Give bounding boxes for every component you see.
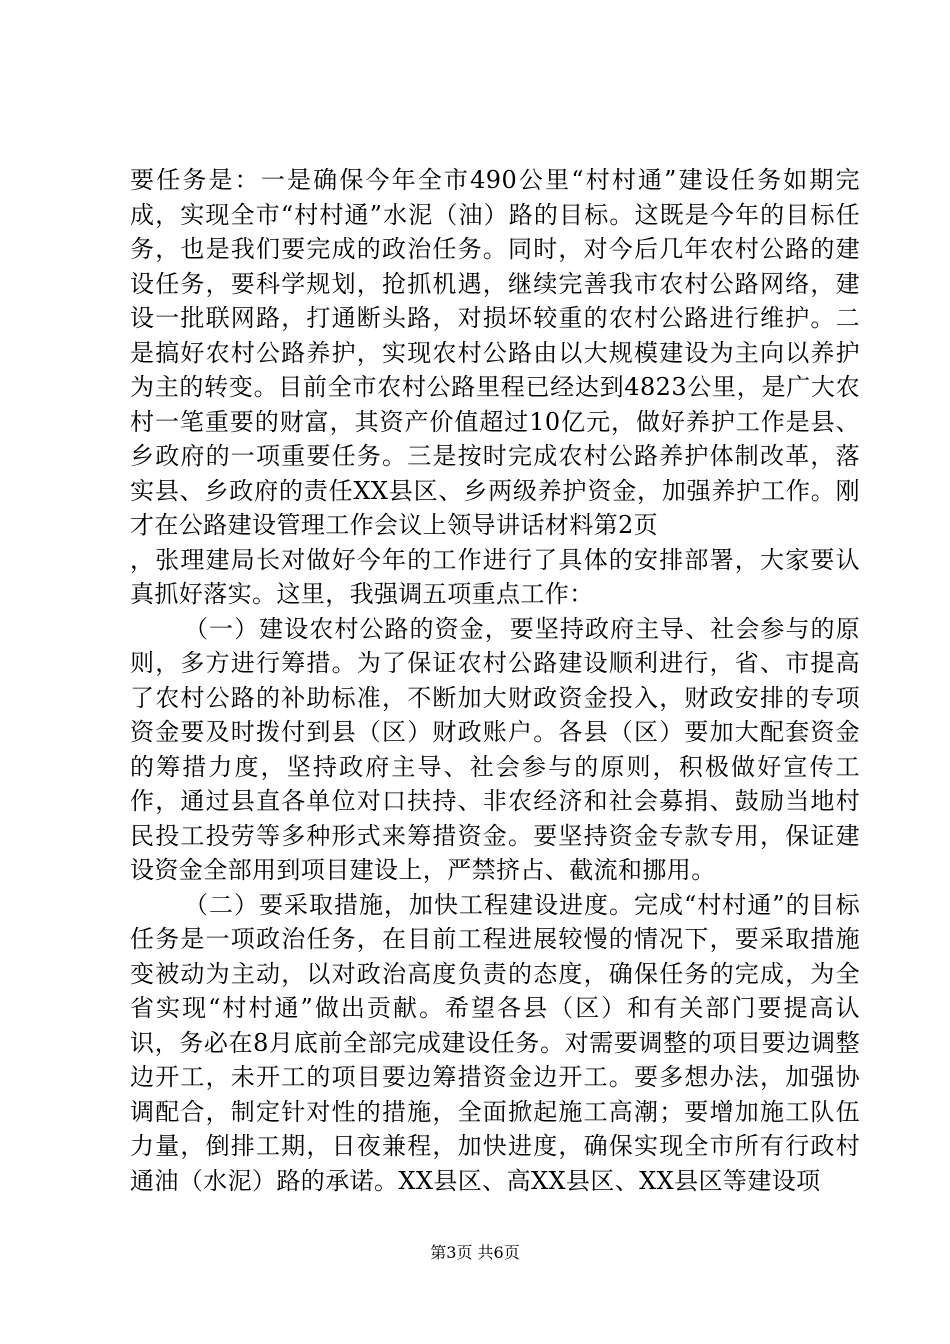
paragraph-director-arrangement: ，张理建局长对做好今年的工作进行了具体的安排部署，大家要认真抓好落实。这里，我强调五项重点工作：: [130, 545, 860, 608]
paragraph-item-two-progress: （二）要采取措施，加快工程建设进度。完成“村村通”的目标任务是一项政治任务，在目前工程进展较慢的情况下，要采取措施变被动为主动，以对政治高度负责的态度，确保任务的完成，为全省实现“村村通”做出贡献。希望各县（区）和有关部门要提高认识，务必在8月底前全部完成建设任务。对需要调整的项目要边调整边开工，未开工的项目要边筹措资金边开工。要多想办法，加强协调配合，制定针对性的措施，全面掀起施工高潮；要增加施工队伍力量，倒排工期，日夜兼程，加快进度，确保实现全市所有行政村通油（水泥）路的承诺。XX县区、高XX县区、XX县区等建设项: [130, 890, 860, 1195]
page-number-footer: 第3页 共6页: [430, 1243, 520, 1262]
document-body: [130, 163, 860, 1198]
paragraph-tasks-continued: 要任务是：一是确保今年全市490公里“村村通”建设任务如期完成，实现全市“村村通”水泥（油）路的目标。这既是今年的目标任务，也是我们要完成的政治任务。同时，对今后几年农村公路的建设任务，要科学规划，抢抓机遇，继续完善我市农村公路网络，建设一批联网路，打通断头路，对损坏较重的农村公路进行维护。二是搞好农村公路养护，实现农村公路由以大规模建设为主向以养护为主的转变。目前全市农村公路里程已经达到4823公里，是广大农村一笔重要的财富，其资产价值超过10亿元，做好养护工作是县、乡政府的一项重要任务。三是按时完成农村公路养护体制改革，落实县、乡政府的责任XX县区、乡两级养护资金，加强养护工作。刚才在公路建设管理工作会议上领导讲话材料第2页: [130, 166, 860, 539]
paragraph-item-one-funding: （一）建设农村公路的资金，要坚持政府主导、社会参与的原则，多方进行筹措。为了保证农村公路建设顺利进行，省、市提高了农村公路的补助标准，不断加大财政资金投入，财政安排的专项资金要及时拨付到县（区）财政账户。各县（区）要加大配套资金的筹措力度，坚持政府主导、社会参与的原则，积极做好宣传工作，通过县直各单位对口扶持、非农经济和社会募捐、鼓励当地村民投工投劳等多种形式来筹措资金。要坚持资金专款专用，保证建设资金全部用到项目建设上，严禁挤占、截流和挪用。: [130, 614, 860, 884]
